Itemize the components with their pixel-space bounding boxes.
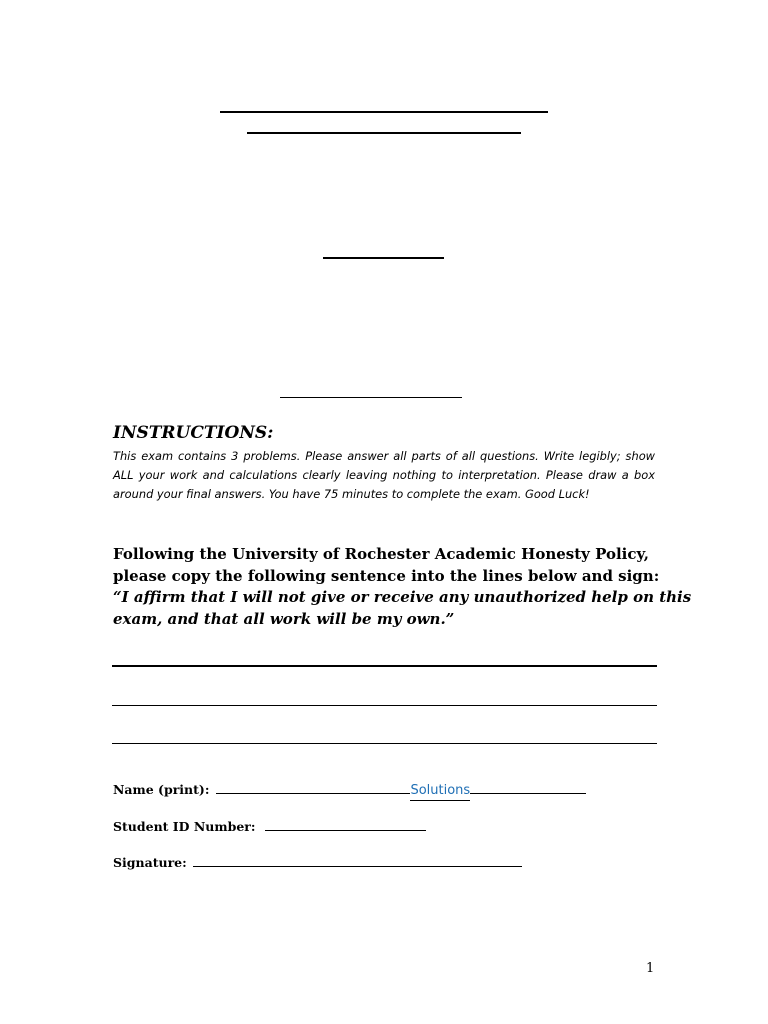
- title-blank-line-1: [220, 111, 548, 113]
- honesty-policy-statement: [113, 544, 692, 630]
- name-field: [113, 781, 586, 801]
- affirmation-write-line-2[interactable]: [112, 705, 657, 706]
- signature-blank[interactable]: [193, 854, 522, 867]
- title-blank-line-4: [280, 397, 462, 398]
- page-number: 1: [646, 961, 655, 976]
- honesty-quote-line-2: exam, and that all work will be my own.”: [113, 609, 455, 628]
- name-blank-after[interactable]: [470, 781, 586, 794]
- honesty-quote-line-1: “I affirm that I will not give or receive any unauthorized help on this: [113, 588, 692, 606]
- signature-label: Signature:: [113, 855, 187, 870]
- student-id-label: Student ID Number:: [113, 819, 256, 834]
- name-blank-before[interactable]: [216, 781, 410, 794]
- instructions-heading: INSTRUCTIONS:: [113, 423, 274, 443]
- instructions-body: This exam contains 3 problems. Please answer all parts of all questions. Write legibly; show ALL your work and calculations clearly leaving nothing to interpretation. Please draw a box around your final answers. You have 75 minutes to complete the exam. Good Luck!: [113, 449, 655, 501]
- signature-field: [113, 854, 522, 872]
- affirmation-write-line-1[interactable]: [112, 665, 657, 667]
- title-blank-line-3: [323, 257, 444, 259]
- student-id-blank[interactable]: [265, 818, 426, 831]
- title-blank-line-2: [247, 132, 521, 134]
- affirmation-write-line-3[interactable]: [112, 743, 657, 744]
- name-label: Name (print):: [113, 782, 210, 797]
- honesty-line-2: please copy the following sentence into the lines below and sign:: [113, 566, 660, 585]
- name-value[interactable]: Solutions: [410, 782, 470, 801]
- student-id-field: [113, 818, 426, 836]
- honesty-line-1: Following the University of Rochester Academic Honesty Policy,: [113, 545, 649, 563]
